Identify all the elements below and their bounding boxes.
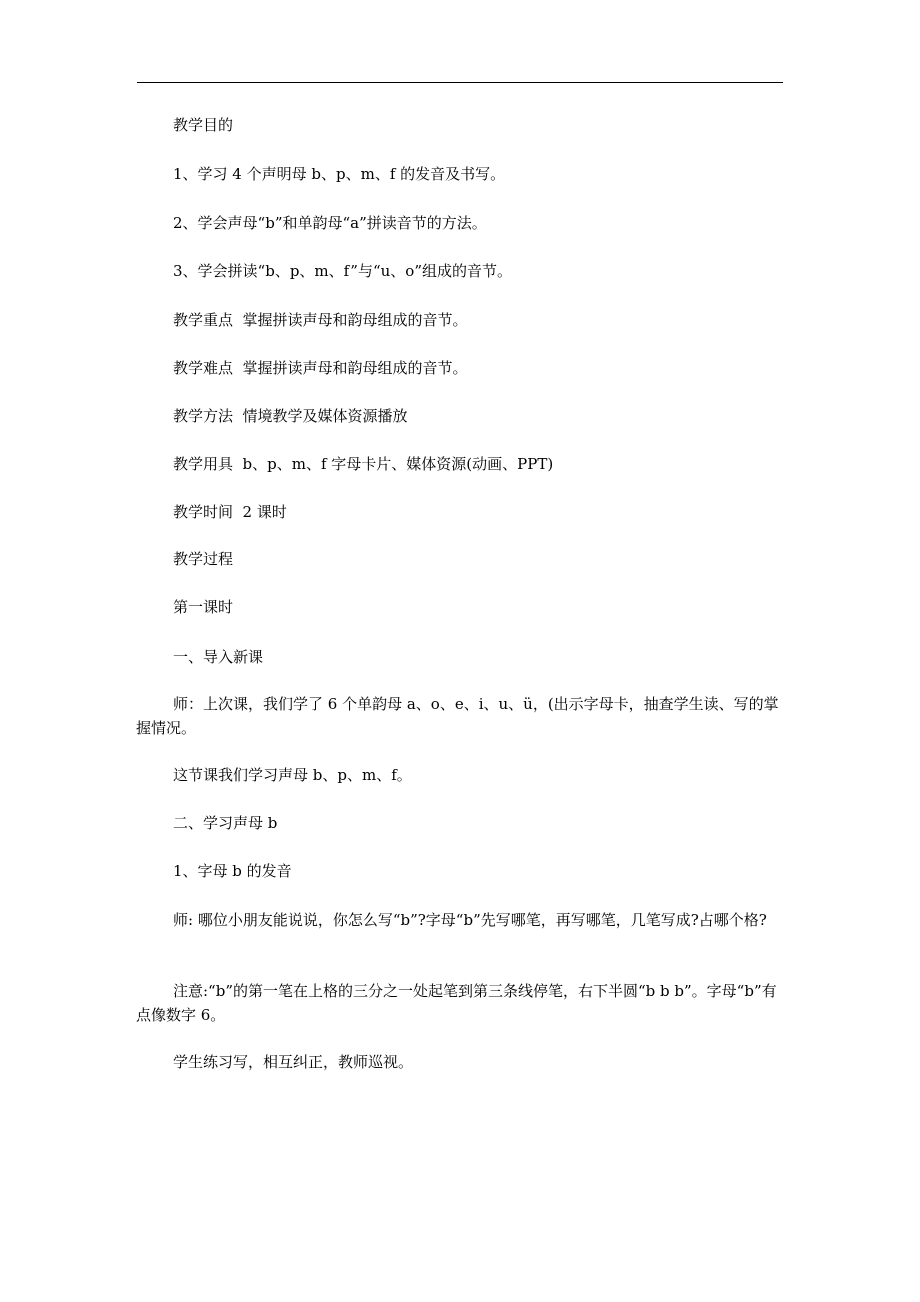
- para-9: 教学时间 2 课时: [173, 503, 287, 521]
- para-10: 教学过程: [173, 550, 234, 568]
- para-16: 1、字母 b 的发音: [173, 862, 292, 880]
- para-1: 教学目的: [173, 116, 234, 134]
- para-7: 教学方法 情境教学及媒体资源播放: [173, 407, 408, 425]
- para-13: 师：上次课，我们学了 6 个单韵母 a、o、e、i、u、ü，(出示字母卡，抽查学生读、写的掌握情况。: [136, 695, 779, 737]
- para-17: 师: 哪位小朋友能说说，你怎么写“b”?字母“b”先写哪笔，再写哪笔，几笔写成?占哪个格?: [173, 911, 767, 929]
- header-rule: [137, 82, 783, 83]
- para-14: 这节课我们学习声母 b、p、m、f。: [173, 766, 412, 784]
- para-4: 3、学会拼读“b、p、m、f”与“u、o”组成的音节。: [173, 262, 512, 280]
- para-3: 2、学会声母“b”和单韵母“a”拼读音节的方法。: [173, 214, 487, 232]
- para-19: 学生练习写，相互纠正，教师巡视。: [173, 1053, 414, 1071]
- para-8: 教学用具 b、p、m、f 字母卡片、媒体资源(动画、PPT): [173, 455, 554, 473]
- para-18: 注意:“b”的第一笔在上格的三分之一处起笔到第三条线停笔，右下半圆“b b b”。字母“b”有点像数字 6。: [136, 982, 777, 1024]
- para-2: 1、学习 4 个声明母 b、p、m、f 的发音及书写。: [173, 165, 506, 183]
- para-6: 教学难点 掌握拼读声母和韵母组成的音节。: [173, 359, 468, 377]
- para-12: 一、导入新课: [173, 648, 264, 666]
- para-15: 二、学习声母 b: [173, 814, 278, 832]
- para-11: 第一课时: [173, 598, 234, 616]
- para-5: 教学重点 掌握拼读声母和韵母组成的音节。: [173, 311, 468, 329]
